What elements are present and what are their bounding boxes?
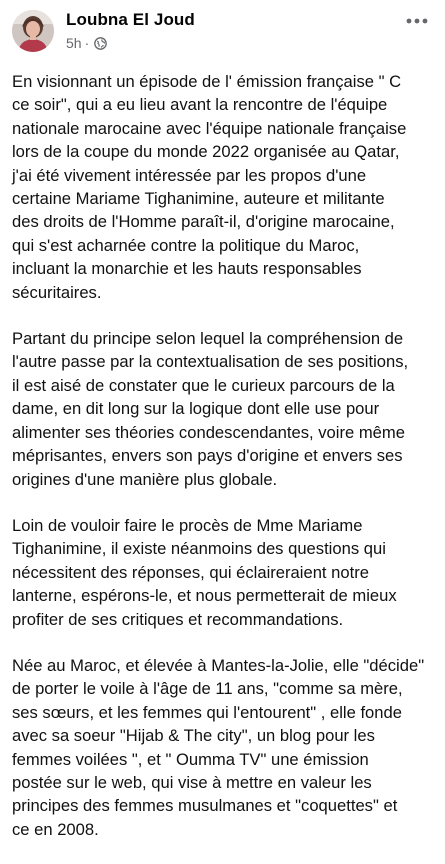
post-text	[12, 70, 438, 864]
meta-separator: ·	[84, 35, 90, 51]
post-paragraph-2: Partant du principe selon lequel la compréhension de l'autre passe par la contextualisation de ses positions, il est aisé de constater que le curieux parcours de la dame, en dit long sur la logique dont elle use pour alimenter ses théories condescendantes, voire même méprisantes, envers son pays d'origine et envers ses origines d'une manière plus globale.	[12, 329, 409, 489]
post-paragraph-3: Loin de vouloir faire le procès de Mme Mariame Tighanimine, il existe néanmoins des questions qui nécessitent des réponses, qui éclaireraient notre lanterne, espérons-le, et nous permetterait de mieux profiter de ses critiques et recommandations.	[12, 515, 397, 629]
post-time[interactable]: 5h	[66, 35, 82, 51]
post-paragraph-1: En visionnant un épisode de l' émission française " C ce soir", qui a eu lieu avant la rencontre de l'équipe nationale marocaine avec l'équipe nationale française lors de la coupe du monde 2022 organisée au Qatar, j'ai été vivement intéressée par les propos d'une certaine Mariame Tighanimine, auteure et militante des droits de l'Homme paraît-il, d'origine marocaine, qui s'est acharnée contre la politique du Maroc, incluant la monarchie et les hauts responsables sécuritaires.	[12, 72, 407, 302]
post-header	[0, 0, 445, 64]
globe-icon[interactable]	[94, 37, 107, 50]
profile-photo	[12, 10, 54, 52]
more-options-icon	[406, 18, 428, 24]
more-options-button[interactable]	[403, 10, 431, 32]
post-meta	[66, 35, 107, 51]
avatar[interactable]	[12, 10, 54, 52]
post-paragraph-4: Née au Maroc, et élevée à Mantes-la-Jolie, elle "décide" de porter le voile à l'âge de 11 ans, "comme sa mère, ses sœurs, et les femmes qui l'entourent" , elle fonde avec sa soeur "Hijab & The city", un blog pour les femmes voilées ", et " Oumma TV" une émission postée sur le web, qui vise à mettre en valeur les principes des femmes musulmanes et "coquettes" et ce en 2008.	[12, 655, 425, 839]
author-name[interactable]: Loubna El Joud	[66, 10, 195, 29]
